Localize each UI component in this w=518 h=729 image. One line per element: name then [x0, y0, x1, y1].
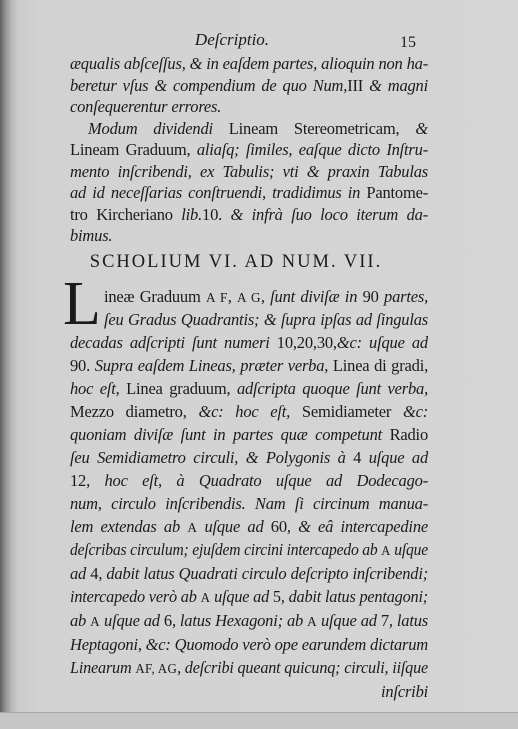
page-bottom-edge	[0, 712, 518, 729]
text-run: uſque	[390, 540, 428, 560]
text-run: ſeu Semidiametro circuli, & Polygonis à	[70, 447, 354, 467]
text-run: Lineam Stereometricam,	[228, 118, 416, 138]
text-run: hoc eſt,	[70, 379, 127, 399]
paragraph	[70, 53, 428, 118]
text-line	[70, 96, 428, 118]
text-run: ab	[70, 611, 91, 631]
text-line	[70, 161, 428, 183]
text-run: conſequerentur errores.	[70, 97, 222, 116]
text-line	[70, 332, 428, 355]
line-text	[70, 610, 428, 634]
text-run: Supra eaſdem Lineas, præter verba,	[94, 356, 333, 376]
line-text	[70, 493, 428, 516]
text-line	[70, 204, 428, 226]
text-run: uſque ad	[210, 587, 273, 607]
text-run: 12	[70, 470, 87, 490]
text-run: Semidiameter	[301, 402, 403, 422]
text-run: & magni	[363, 75, 428, 95]
text-run: A	[381, 543, 391, 559]
text-run: 10,20,30,	[276, 333, 337, 353]
text-run: Linea graduum,	[126, 379, 237, 399]
text-run: , & eâ intercapedine	[286, 516, 428, 536]
text-run: A F	[205, 289, 228, 305]
text-run: 6	[163, 611, 172, 631]
text-run: Pantome-	[366, 183, 428, 202]
text-run: , dabit latus pentagoni;	[280, 587, 428, 607]
line-text	[70, 516, 428, 540]
text-run: mento inſcribendi, ex Tabulis; vti & praxin Tabulas	[70, 161, 428, 181]
line-text	[70, 401, 428, 424]
line-text	[70, 161, 428, 183]
text-run: deſcribas circulum; ejuſdem circini intercapedo ab	[70, 540, 382, 560]
text-run: A	[200, 590, 211, 606]
text-run: Linea di gradi,	[332, 356, 428, 376]
text-run: num, circulo inſcribendis. Nam ſi circinum manua-	[70, 493, 428, 513]
line-text	[70, 539, 428, 563]
text-line	[70, 355, 428, 378]
text-line	[70, 610, 428, 634]
text-run: A	[187, 519, 198, 535]
line-text	[70, 355, 428, 378]
text-run: &	[415, 118, 428, 138]
text-run: AF, AG	[135, 661, 178, 676]
text-line	[70, 225, 428, 247]
text-line	[70, 118, 428, 140]
text-run: quoniam diviſæ ſunt in partes quæ competunt	[70, 424, 390, 444]
line-text	[70, 563, 428, 586]
text-run: 7	[380, 611, 389, 631]
text-line	[70, 182, 428, 204]
line-text	[70, 96, 221, 118]
text-run: beretur vſus & compendium de quo Num,	[70, 75, 348, 95]
text-line	[70, 309, 428, 332]
section-heading: SCHOLIUM VI. AD NUM. VII.	[89, 252, 383, 272]
line-text	[70, 204, 428, 226]
text-line	[70, 286, 428, 310]
text-run: A	[90, 614, 100, 630]
scholium-text	[70, 286, 428, 704]
text-run: uſque ad	[99, 611, 164, 631]
line-text	[88, 118, 428, 140]
text-line	[70, 563, 428, 586]
text-run: &c:	[402, 402, 428, 422]
text-line	[70, 634, 428, 657]
line-text	[70, 332, 428, 355]
text-run: &c: hoc eſt,	[198, 402, 302, 422]
line-text	[70, 424, 428, 447]
drop-cap: L	[63, 270, 101, 338]
text-block	[70, 53, 428, 247]
text-line	[70, 401, 428, 424]
line-text	[70, 586, 428, 610]
text-line	[70, 53, 428, 75]
running-head: Deſcriptio.	[194, 30, 270, 49]
text-line	[70, 657, 428, 681]
text-run: 90	[362, 286, 379, 306]
text-run: lib.	[181, 204, 203, 224]
line-text	[70, 634, 428, 657]
text-run: , latus	[388, 611, 428, 631]
text-line	[70, 470, 428, 493]
line-text	[70, 225, 112, 247]
text-run: , deſcribi queant quicunq; circuli, iiſque	[177, 658, 428, 677]
text-run: & infrà ſuo loco iterum da-	[222, 204, 428, 224]
text-run: 60	[270, 516, 287, 536]
text-run: Heptagoni, &c: Quomodo verò ope earundem dictarum	[70, 635, 428, 655]
text-run: 4	[90, 564, 99, 584]
text-line	[70, 493, 428, 516]
text-line	[70, 516, 428, 540]
line-text	[70, 139, 428, 161]
text-run: , ſunt diviſæ in	[260, 286, 363, 306]
text-run: ,	[227, 286, 237, 306]
text-run: intercapedo verò ab	[70, 587, 201, 607]
text-line	[70, 378, 428, 401]
paragraph	[70, 286, 428, 681]
text-run: 10.	[202, 204, 223, 224]
text-run: partes,	[378, 286, 428, 306]
text-run: ad id neceſſarias conſtruendi, tradidimus in	[70, 183, 367, 202]
text-run: Lineam Graduum,	[70, 140, 197, 159]
line-text	[70, 53, 428, 75]
text-run: A G	[236, 289, 261, 305]
text-run: aliaſq; ſimiles, eaſque dicto Inſtru-	[196, 140, 428, 159]
text-run: Modum dividendi	[88, 118, 229, 138]
text-run: III	[347, 75, 364, 95]
text-run: bimus.	[70, 226, 113, 245]
line-text	[70, 470, 428, 493]
text-run: ad	[70, 564, 91, 584]
text-line	[70, 447, 428, 470]
text-line	[70, 75, 428, 97]
text-run: 5	[272, 587, 281, 607]
text-run: Linearum	[70, 658, 136, 677]
text-run: 4	[353, 447, 362, 467]
line-text	[70, 657, 428, 681]
text-run: Radio	[389, 424, 428, 444]
text-run: uſque ad	[197, 516, 271, 536]
line-text	[104, 309, 428, 332]
line-text	[70, 182, 428, 204]
catchword: inſcribi	[381, 681, 428, 701]
text-run: decadas adſcripti ſunt numeri	[70, 333, 277, 353]
text-run: Mezzo diametro,	[70, 402, 199, 422]
text-run: lem extendas ab	[70, 516, 188, 536]
text-run: uſque ad	[361, 447, 428, 467]
line-text	[70, 378, 428, 401]
text-run: tro Kircheriano	[70, 204, 182, 224]
line-text	[70, 447, 428, 470]
line-text	[70, 75, 428, 97]
text-run: adſcripta quoque ſunt verba,	[236, 379, 428, 399]
text-line	[70, 424, 428, 447]
paragraph	[70, 118, 428, 247]
text-run: A	[307, 614, 317, 630]
text-run: ſeu Gradus Quadrantis; & ſupra ipſas ad ſingulas	[104, 310, 428, 330]
text-run: &c: uſque ad	[336, 333, 428, 353]
text-line	[70, 586, 428, 610]
text-line	[70, 139, 428, 161]
text-run: , latus Hexagoni; ab	[171, 611, 308, 631]
text-run: ineæ Graduum	[104, 286, 206, 306]
text-run: uſque ad	[316, 611, 381, 631]
text-run: , dabit latus Quadrati circulo deſcripto inſcribendi;	[98, 564, 428, 584]
text-run: 90.	[70, 356, 95, 376]
text-line	[70, 539, 428, 563]
line-text	[104, 286, 428, 310]
page-number: 15	[400, 34, 416, 51]
text-run: æqualis abſceſſus, & in eaſdem partes, alioquin non ha-	[70, 54, 428, 73]
text-run: , hoc eſt, à Quadrato uſque ad Dodecago-	[86, 470, 428, 490]
